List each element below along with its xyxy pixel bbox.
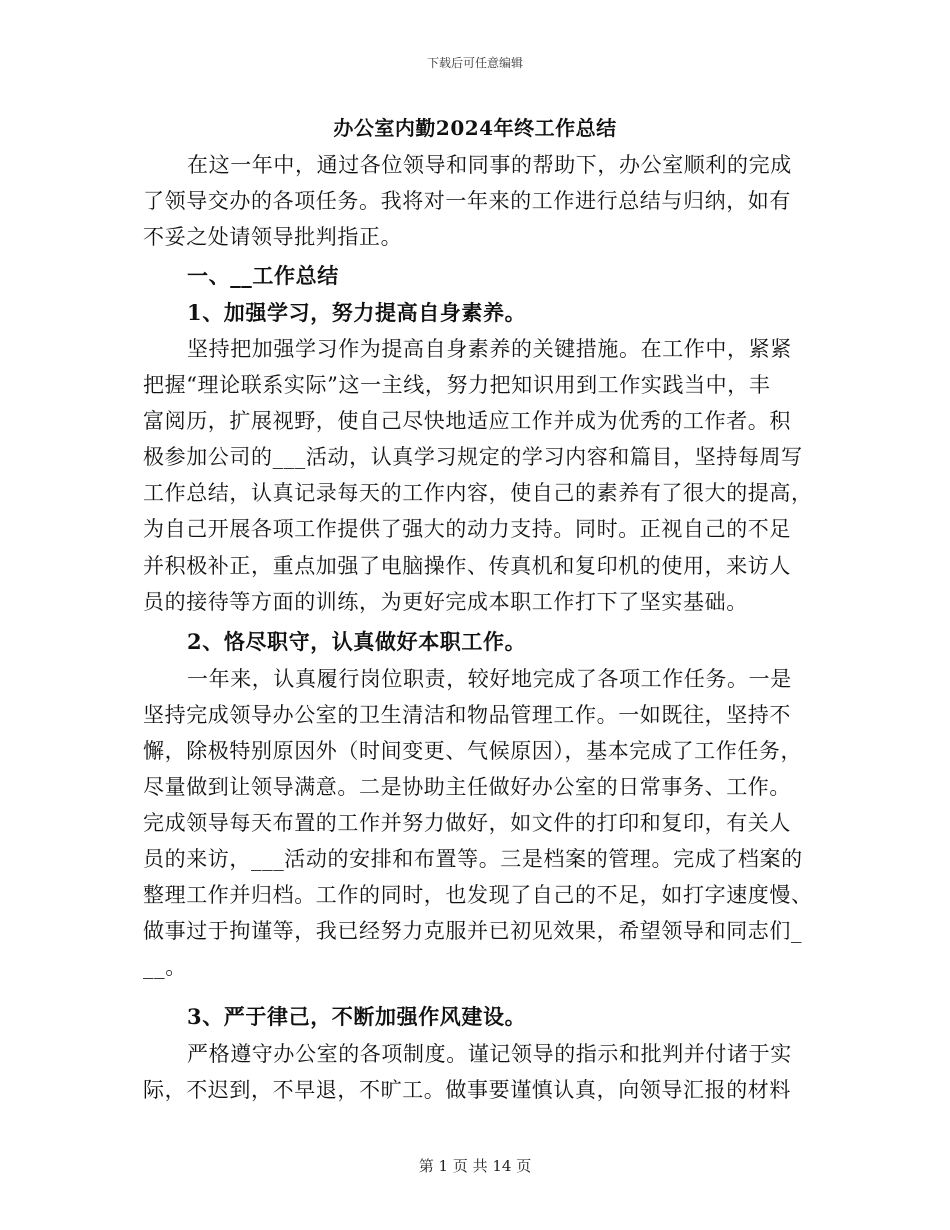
body-line: 完成领导每天布置的工作并努力做好，如文件的打印和复印，有关人 bbox=[143, 811, 791, 835]
body-line: 工作总结，认真记录每天的工作内容，使自己的素养有了很大的提高， bbox=[143, 481, 813, 505]
body-line: 了领导交办的各项任务。我将对一年来的工作进行总结与归纳，如有 bbox=[143, 189, 791, 213]
subsection-heading: 2、恪尽职守，认真做好本职工作。 bbox=[187, 629, 527, 654]
subsection-heading: 3、严于律己，不断加强作风建设。 bbox=[187, 1004, 527, 1029]
body-line: 富阅历，扩展视野，使自己尽快地适应工作并成为优秀的工作者。积 bbox=[143, 409, 791, 433]
body-line: 并积极补正，重点加强了电脑操作、传真机和复印机的使用，来访人 bbox=[143, 554, 791, 578]
body-line: 不妥之处请领导批判指正。 bbox=[143, 225, 403, 249]
body-line: 坚持完成领导办公室的卫生清洁和物品管理工作。一如既往，坚持不 bbox=[143, 703, 791, 727]
body-line: 为自己开展各项工作提供了强大的动力支持。同时。正视自己的不足 bbox=[143, 517, 791, 541]
body-line: 严格遵守办公室的各项制度。谨记领导的指示和批判并付诸于实 bbox=[187, 1042, 792, 1066]
body-line: 懈，除极特别原因外（时间变更、气候原因），基本完成了工作任务， bbox=[143, 739, 803, 763]
body-line: 员的来访，___活动的安排和布置等。三是档案的管理。完成了档案的 bbox=[143, 847, 803, 871]
body-line: 在这一年中，通过各位领导和同事的帮助下，办公室顺利的完成 bbox=[187, 153, 792, 177]
body-line: 尽量做到让领导满意。二是协助主任做好办公室的日常事务、工作。 bbox=[143, 775, 791, 799]
body-line: 坚持把加强学习作为提高自身素养的关键措施。在工作中，紧紧 bbox=[187, 337, 792, 361]
page-header-note: 下载后可任意编辑 bbox=[426, 56, 523, 70]
body-line: 整理工作并归档。工作的同时，也发现了自己的不足，如打字速度慢、 bbox=[143, 883, 813, 907]
subsection-heading: 1、加强学习，努力提高自身素养。 bbox=[187, 300, 527, 325]
body-line: 做事过于拘谨等，我已经努力克服并已初见效果，希望领导和同志们_ bbox=[143, 919, 803, 943]
body-line: __。 bbox=[143, 955, 187, 979]
body-line: 极参加公司的___活动，认真学习规定的学习内容和篇目，坚持每周写 bbox=[143, 445, 803, 469]
body-line: 一年来，认真履行岗位职责，较好地完成了各项工作任务。一是 bbox=[187, 667, 792, 691]
document-title: 办公室内勤2024年终工作总结 bbox=[333, 116, 617, 140]
section-heading: 一、__工作总结 bbox=[187, 263, 339, 288]
page-number-footer: 第 1 页 共 14 页 bbox=[418, 1157, 532, 1175]
body-line: 员的接待等方面的训练，为更好完成本职工作打下了坚实基础。 bbox=[143, 590, 748, 614]
body-line: 把握“理论联系实际”这一主线，努力把知识用到工作实践当中，丰 bbox=[143, 373, 771, 397]
body-line: 际，不迟到，不早退，不旷工。做事要谨慎认真，向领导汇报的材料 bbox=[143, 1078, 791, 1102]
